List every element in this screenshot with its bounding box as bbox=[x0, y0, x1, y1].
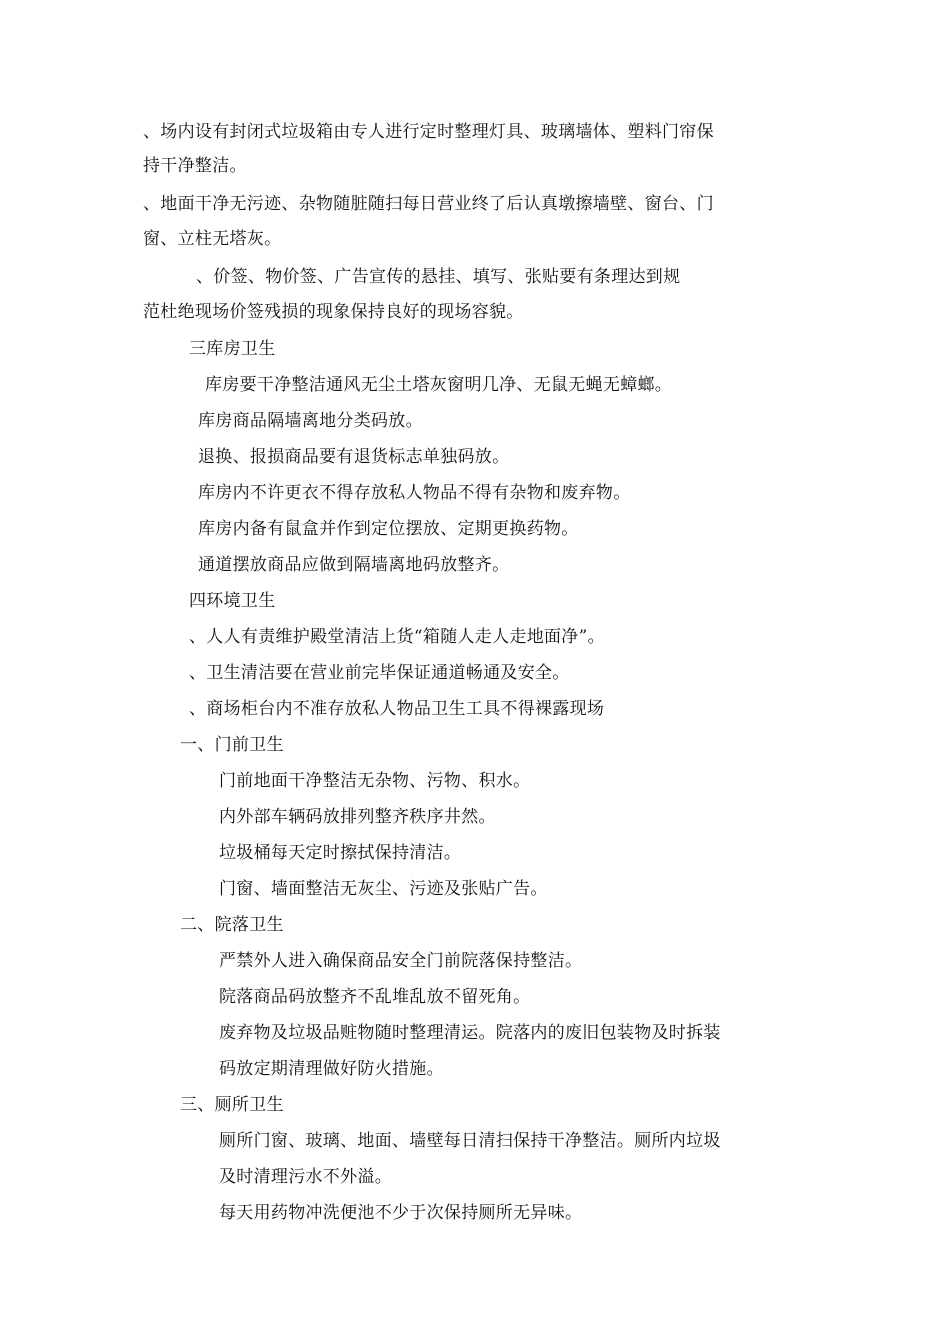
list-item: 及时清理污水不外溢。 bbox=[219, 1167, 392, 1187]
subsection-heading: 二、院落卫生 bbox=[180, 915, 284, 935]
list-item: 库房内备有鼠盒并作到定位摆放、定期更换药物。 bbox=[198, 519, 579, 539]
list-item: 严禁外人进入确保商品安全门前院落保持整洁。 bbox=[219, 951, 583, 971]
list-item: 、人人有责维护殿堂清洁上货“箱随人走人走地面净”。 bbox=[189, 627, 605, 647]
list-item: 门前地面干净整洁无杂物、污物、积水。 bbox=[219, 771, 531, 791]
list-item: 院落商品码放整齐不乱堆乱放不留死角。 bbox=[219, 987, 531, 1007]
subsection-heading: 一、门前卫生 bbox=[180, 735, 284, 755]
list-item: 、卫生清洁要在营业前完毕保证通道畅通及安全。 bbox=[189, 663, 570, 683]
paragraph-line: 、价签、物价签、广告宣传的悬挂、填写、张贴要有条理达到规 bbox=[196, 267, 681, 287]
section-heading: 三库房卫生 bbox=[189, 339, 276, 359]
paragraph-line: 、地面干净无污迹、杂物随脏随扫每日营业终了后认真墩擦墙壁、窗台、门 bbox=[143, 194, 714, 214]
list-item: 厕所门窗、玻璃、地面、墙壁每日清扫保持干净整洁。厕所内垃圾 bbox=[219, 1131, 721, 1151]
section-heading: 四环境卫生 bbox=[189, 591, 276, 611]
list-item: 通道摆放商品应做到隔墙离地码放整齐。 bbox=[198, 555, 510, 575]
paragraph-line: 持干净整洁。 bbox=[143, 156, 247, 176]
subsection-heading: 三、厕所卫生 bbox=[180, 1095, 284, 1115]
list-item: 库房商品隔墙离地分类码放。 bbox=[198, 411, 423, 431]
paragraph-line: 窗、立柱无塔灰。 bbox=[143, 229, 282, 249]
list-item: 废弃物及垃圾品赃物随时整理清运。院落内的废旧包装物及时拆装 bbox=[219, 1023, 721, 1043]
list-item: 内外部车辆码放排列整齐秩序井然。 bbox=[219, 807, 496, 827]
list-item: 垃圾桶每天定时擦拭保持清洁。 bbox=[219, 843, 462, 863]
list-item: 退换、报损商品要有退货标志单独码放。 bbox=[198, 447, 510, 467]
list-item: 、商场柜台内不准存放私人物品卫生工具不得裸露现场 bbox=[189, 699, 605, 719]
list-item: 每天用药物冲洗便池不少于次保持厕所无异味。 bbox=[219, 1203, 583, 1223]
paragraph-line: 、场内设有封闭式垃圾箱由专人进行定时整理灯具、玻璃墙体、塑料门帘保 bbox=[143, 122, 714, 142]
list-item: 库房内不许更衣不得存放私人物品不得有杂物和废弃物。 bbox=[198, 483, 631, 503]
paragraph-line: 范杜绝现场价签残损的现象保持良好的现场容貌。 bbox=[143, 302, 524, 322]
list-item: 库房要干净整洁通风无尘土塔灰窗明几净、无鼠无蝇无蟑螂。 bbox=[205, 375, 673, 395]
list-item: 码放定期清理做好防火措施。 bbox=[219, 1059, 444, 1079]
list-item: 门窗、墙面整洁无灰尘、污迹及张贴广告。 bbox=[219, 879, 548, 899]
